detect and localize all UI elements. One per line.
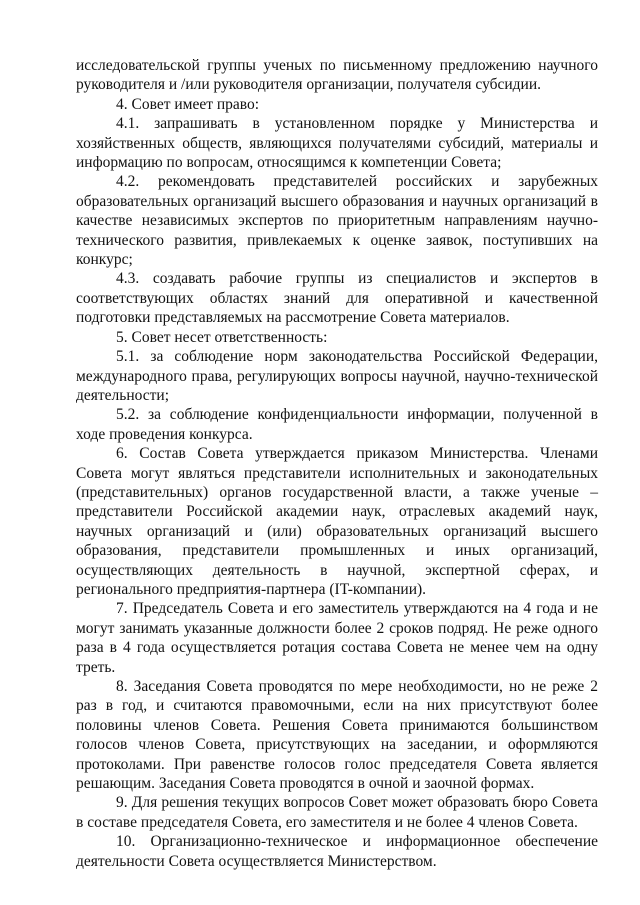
document-page — [76, 56, 598, 871]
paragraph-item-5-2: 5.2. за соблюдение конфиденциальности информации, полученной в ходе проведения конкурса. — [76, 406, 598, 443]
paragraph-item-7: 7. Председатель Совета и его заместитель утверждаются на 4 года и не могут занимать указанные должности более 2 сроков подряд. Не реже одного раза в 4 года осуществляется ротация состава Совета не менее чем на одну треть. — [76, 600, 598, 676]
paragraph-item-8: 8. Заседания Совета проводятся по мере необходимости, но не реже 2 раз в год, и считаются правомочными, если на них присутствуют более половины членов Совета. Решения Совета принимаются большинством голосов членов Совета, присутствующих на заседании, и оформляются протоколами. При равенстве голосов голос председателя Совета является решающим. Заседания Совета проводятся в очной и заочной формах. — [76, 678, 598, 793]
paragraph-item-9: 9. Для решения текущих вопросов Совет может образовать бюро Совета в составе председателя Совета, его заместителя и не более 4 членов Совета. — [76, 794, 598, 831]
paragraph-item-4-2: 4.2. рекомендовать представителей российских и зарубежных образовательных организаций высшего образования и научных организаций в качестве независимых экспертов по приоритетным направлениям научно-технического развития, привлекаемых к оценке заявок, поступивших на конкурс; — [76, 173, 598, 269]
paragraph-item-5: 5. Совет несет ответственность: — [116, 328, 328, 346]
paragraph-item-4-3: 4.3. создавать рабочие группы из специалистов и экспертов в соответствующих областях знаний для оперативной и качественной подготовки представляемых на рассмотрение Совета материалов. — [76, 270, 598, 327]
paragraph-item-10: 10. Организационно-техническое и информационное обеспечение деятельности Совета осуществляется Министерством. — [76, 833, 598, 870]
paragraph-continuation: исследовательской группы ученых по письменному предложению научного руководителя и /или руководителя организации, получателя субсидии. — [76, 57, 598, 94]
paragraph-item-5-1: 5.1. за соблюдение норм законодательства Российской Федерации, международного права, регулирующих вопросы научной, научно-технической деятельности; — [76, 348, 598, 404]
paragraph-item-4: 4. Совет имеет право: — [116, 95, 260, 113]
paragraph-item-4-1: 4.1. запрашивать в установленном порядке у Министерства и хозяйственных обществ, являющихся получателями субсидий, материалы и информацию по вопросам, относящимся к компетенции Совета; — [76, 115, 598, 172]
paragraph-item-6: 6. Состав Совета утверждается приказом Министерства. Членами Совета могут являться представители исполнительных и законодательных (представительных) органов государственной власти, а также ученые – представители Российской академии наук, отраслевых академий наук, научных организаций и (или) образовательных организаций высшего образования, представители промышленных и иных организаций, осуществляющих деятельность в научной, экспертной сферах, и регионального предприятия-партнера (IT-компании). — [76, 445, 598, 598]
